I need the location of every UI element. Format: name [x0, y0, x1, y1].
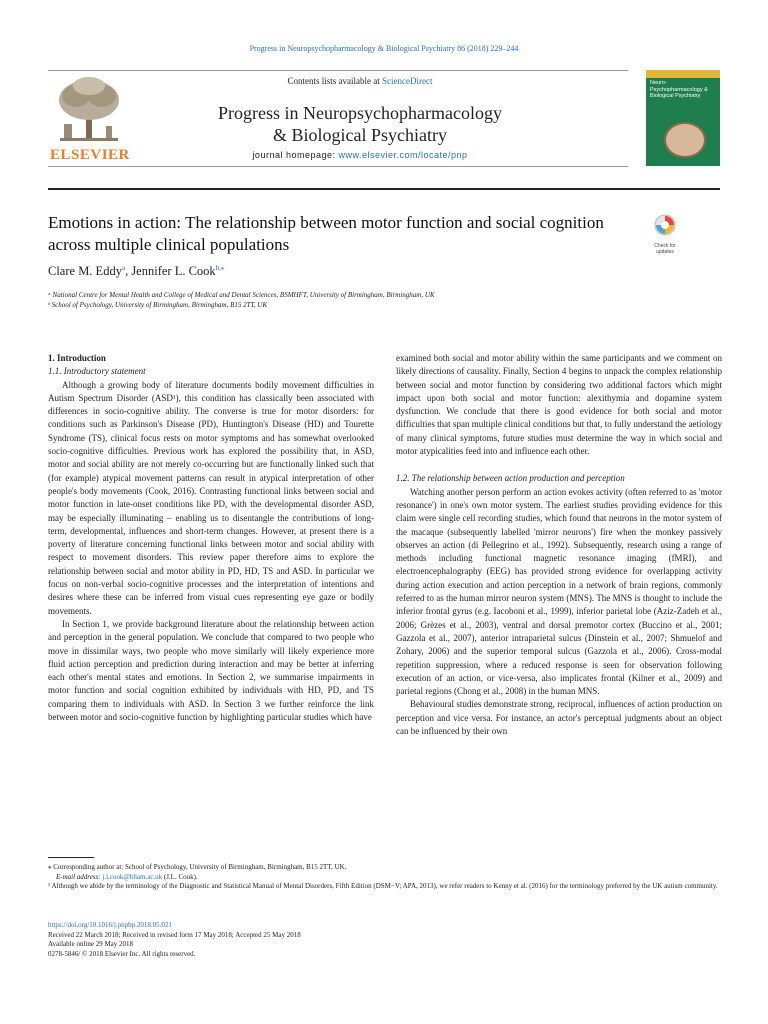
- article-metadata: [48, 921, 301, 959]
- paragraph-5: Behavioural studies demonstrate strong, reciprocal, influences of action production on perception and vice versa. For instance, an actor's perceptual judgments about an object can be influenced by their own: [396, 699, 722, 737]
- journal-title-line-2: & Biological Psychiatry: [273, 125, 447, 145]
- elsevier-logo: [50, 74, 128, 164]
- contents-prefix: Contents lists available at: [287, 76, 382, 86]
- elsevier-tree-icon: [50, 74, 128, 146]
- check-for-updates-badge[interactable]: [650, 214, 680, 255]
- author-2-affil[interactable]: b,⁎: [215, 264, 225, 272]
- affiliations: [48, 290, 435, 310]
- section-heading-introduction: 1. Introduction: [48, 353, 106, 363]
- body-right-column: [396, 352, 722, 738]
- footnote-rule: [48, 857, 94, 858]
- subsection-heading-1-1: 1.1. Introductory statement: [48, 366, 146, 377]
- author-1[interactable]: Clare M. Eddy: [48, 264, 122, 279]
- journal-homepage: [160, 150, 560, 160]
- corresponding-author-note: ⁎ Corresponding author at: School of Psychology, University of Birmingham, Birmingham, B15 2TT, UK.: [48, 863, 347, 871]
- paragraph-3: examined both social and motor ability within the same participants and we comment on likely directions of causality. Finally, Section 4 begins to unpack the complex relationship between social and motor function by considering two additional factors which might impact upon both social and motor function: alexithymia and dopamine system dysfunction. We conclude that there is good evidence for both social and motor difficulties that span multiple clinical conditions but that, to fully understand the aetiology of many clinical symptoms, future studies must determine the way in which social and motor atypicalities feed into and influence each other.: [396, 353, 722, 457]
- affiliation-a: ᵃ National Centre for Mental Health and College of Medical and Dental Sciences, BSMHFT, University of Birmingham, Birmingham, UK: [48, 291, 435, 299]
- crossmark-icon: [650, 214, 680, 238]
- badge-label: Check for updates: [654, 243, 676, 255]
- article-title: Emotions in action: The relationship between motor function and social cognition across multiple clinical populations: [48, 213, 604, 254]
- footnote-1: ¹ Although we abide by the terminology of the Diagnostic and Statistical Manual of Mental Disorders, Fifth Edition (DSM−V; APA, 2013), we refer readers to Kenny et al. (2016) for the terminology preferred by the UK autism community.: [48, 882, 718, 890]
- publisher-name: ELSEVIER: [50, 147, 130, 163]
- paragraph-2: In Section 1, we provide background literature about the relationship between action and perception in the general population. We conclude that compared to two people who move in dissimilar ways, two people who move similarly will likely experience more fluid action perception and prediction during interaction and may be better at inferring each other's mental states and emotions. In Section 2, we summarise impairments in motor function and social cognition exhibited by individuals with HD, PD, and TS comparing them to individuals with ASD. In Section 3 we further reinforce the link between motor and socio-cognitive function by highlighting particular studies which have: [48, 618, 374, 723]
- email-suffix: (J.L. Cook).: [162, 872, 198, 881]
- email-note: [48, 873, 720, 883]
- email-link[interactable]: j.l.cook@bham.ac.uk: [102, 872, 163, 881]
- issn-copyright: 0278-5846/ © 2018 Elsevier Inc. All rights reserved.: [48, 949, 196, 958]
- paragraph-4: Watching another person perform an action evokes activity (often referred to as 'motor resonance') in one's own motor system. The earliest studies providing evidence for this claim were single cell recording studies, which found that neurons in the motor system of the macaque (subsequently labelled 'mirror neurons') fire when the monkey passively observes an action (di Pellegrino et al., 1992). Subsequently, research using a range of methods including functional magnetic resonance imaging (fMRI), and electroencephalography (EEG) has provided strong evidence for overlapping activity during action execution and action perception in a network of brain regions, commonly referred to as the human mirror neuron system (MNS). The MNS is thought to include the inferior frontal gyrus (e.g. Iacoboni et al., 1999), inferior parietal lobe (Aziz-Zadeh et al., 2006; Grèzes et al., 2003), ventral and dorsal premotor cortex (Buccino et al., 2001; Gazzola et al., 2007), anterior intraparietal sulcus (Dinstein et al., 2007; Shmuelof and Zohary, 2006) and the superior temporal sulcus (Gazzola et al., 2006). Cross-modal repetition suppression, where a reduced response is seen for observation following execution of an action, or vice-versa, also implicates frontal (Kilner et al., 2009) and parietal regions (Chong et al., 2008) in the human MNS.: [396, 486, 722, 697]
- paragraph-1: Although a growing body of literature documents bodily movement difficulties in Autism Spectrum Disorder (ASD¹), this condition has classically been associated with differences in socio-cognitive ability. The converse is true for motor disorders: for conditions such as Parkinson's Disease (PD), Huntington's Disease (HD) and Tourette Syndrome (TS), clinical focus rests on motor symptoms and has somewhat overlooked socio-cognitive difficulties. Previous work has explored the possibility that, in ASD, motor and social ability are not merely co-occurring but are functionally linked such that (for example) atypical movement patterns can result in atypical interpretation of other people's body movements (Cook, 2016). Contrasting functional links between social and motor function in late-onset conditions like PD, with the developmental disorder ASD, may be especially illuminating – enabling us to disentangle the contributions of long-term, developmental, influences and short-term changes. However, at present there is a poverty of literature concerning functional links between motor and social ability with respect to movement disorders. This review paper therefore aims to explore the relationship between social and motor ability in PD, HD, TS and ASD. In particular we focus on non-verbal socio-cognitive processes and the interpretation of intentions and desires where these can be inferred from visual cues representing eye gaze or bodily movements.: [48, 379, 374, 616]
- contents-available: [160, 76, 560, 86]
- affiliation-b: ᵇ School of Psychology, University of Birmingham, Birmingham, B15 2TT, UK: [48, 301, 268, 309]
- author-2[interactable]: Jennifer L. Cook: [131, 264, 216, 279]
- email-label: E-mail address:: [56, 872, 103, 881]
- journal-citation-line[interactable]: Progress in Neuropsychopharmacology & Biological Psychiatry 86 (2018) 229–244: [249, 44, 519, 53]
- journal-title-line-1: Progress in Neuropsychopharmacology: [218, 103, 502, 123]
- header-bottom-rule: [48, 166, 628, 167]
- homepage-link[interactable]: www.elsevier.com/locate/pnp: [338, 150, 468, 160]
- cover-band: [646, 70, 720, 78]
- sciencedirect-link[interactable]: ScienceDirect: [382, 76, 433, 86]
- subsection-heading-1-2: 1.2. The relationship between action production and perception: [396, 473, 625, 484]
- doi-link[interactable]: https://doi.org/10.1016/j.pnpbp.2018.05.021: [48, 921, 172, 929]
- cover-title: Neuro-Psychopharmacology & Biological Psychiatry: [650, 80, 708, 99]
- title-divider: [48, 188, 720, 190]
- footnotes: [48, 863, 720, 892]
- header-top-rule: [48, 70, 628, 71]
- author-1-affil[interactable]: a: [121, 264, 126, 272]
- cover-brain-image: [664, 122, 706, 158]
- available-online: Available online 29 May 2018: [48, 940, 134, 948]
- homepage-label: journal homepage:: [252, 150, 339, 160]
- body-left-column: [48, 352, 374, 724]
- journal-cover[interactable]: [646, 70, 720, 166]
- received-dates: Received 22 March 2018; Received in revised form 17 May 2018; Accepted 25 May 2018: [48, 930, 301, 939]
- author-list: Clare M. Eddy$^a$, Jennifer L. Cook$^{b,⁎}$: [48, 264, 225, 279]
- journal-title: [160, 102, 560, 146]
